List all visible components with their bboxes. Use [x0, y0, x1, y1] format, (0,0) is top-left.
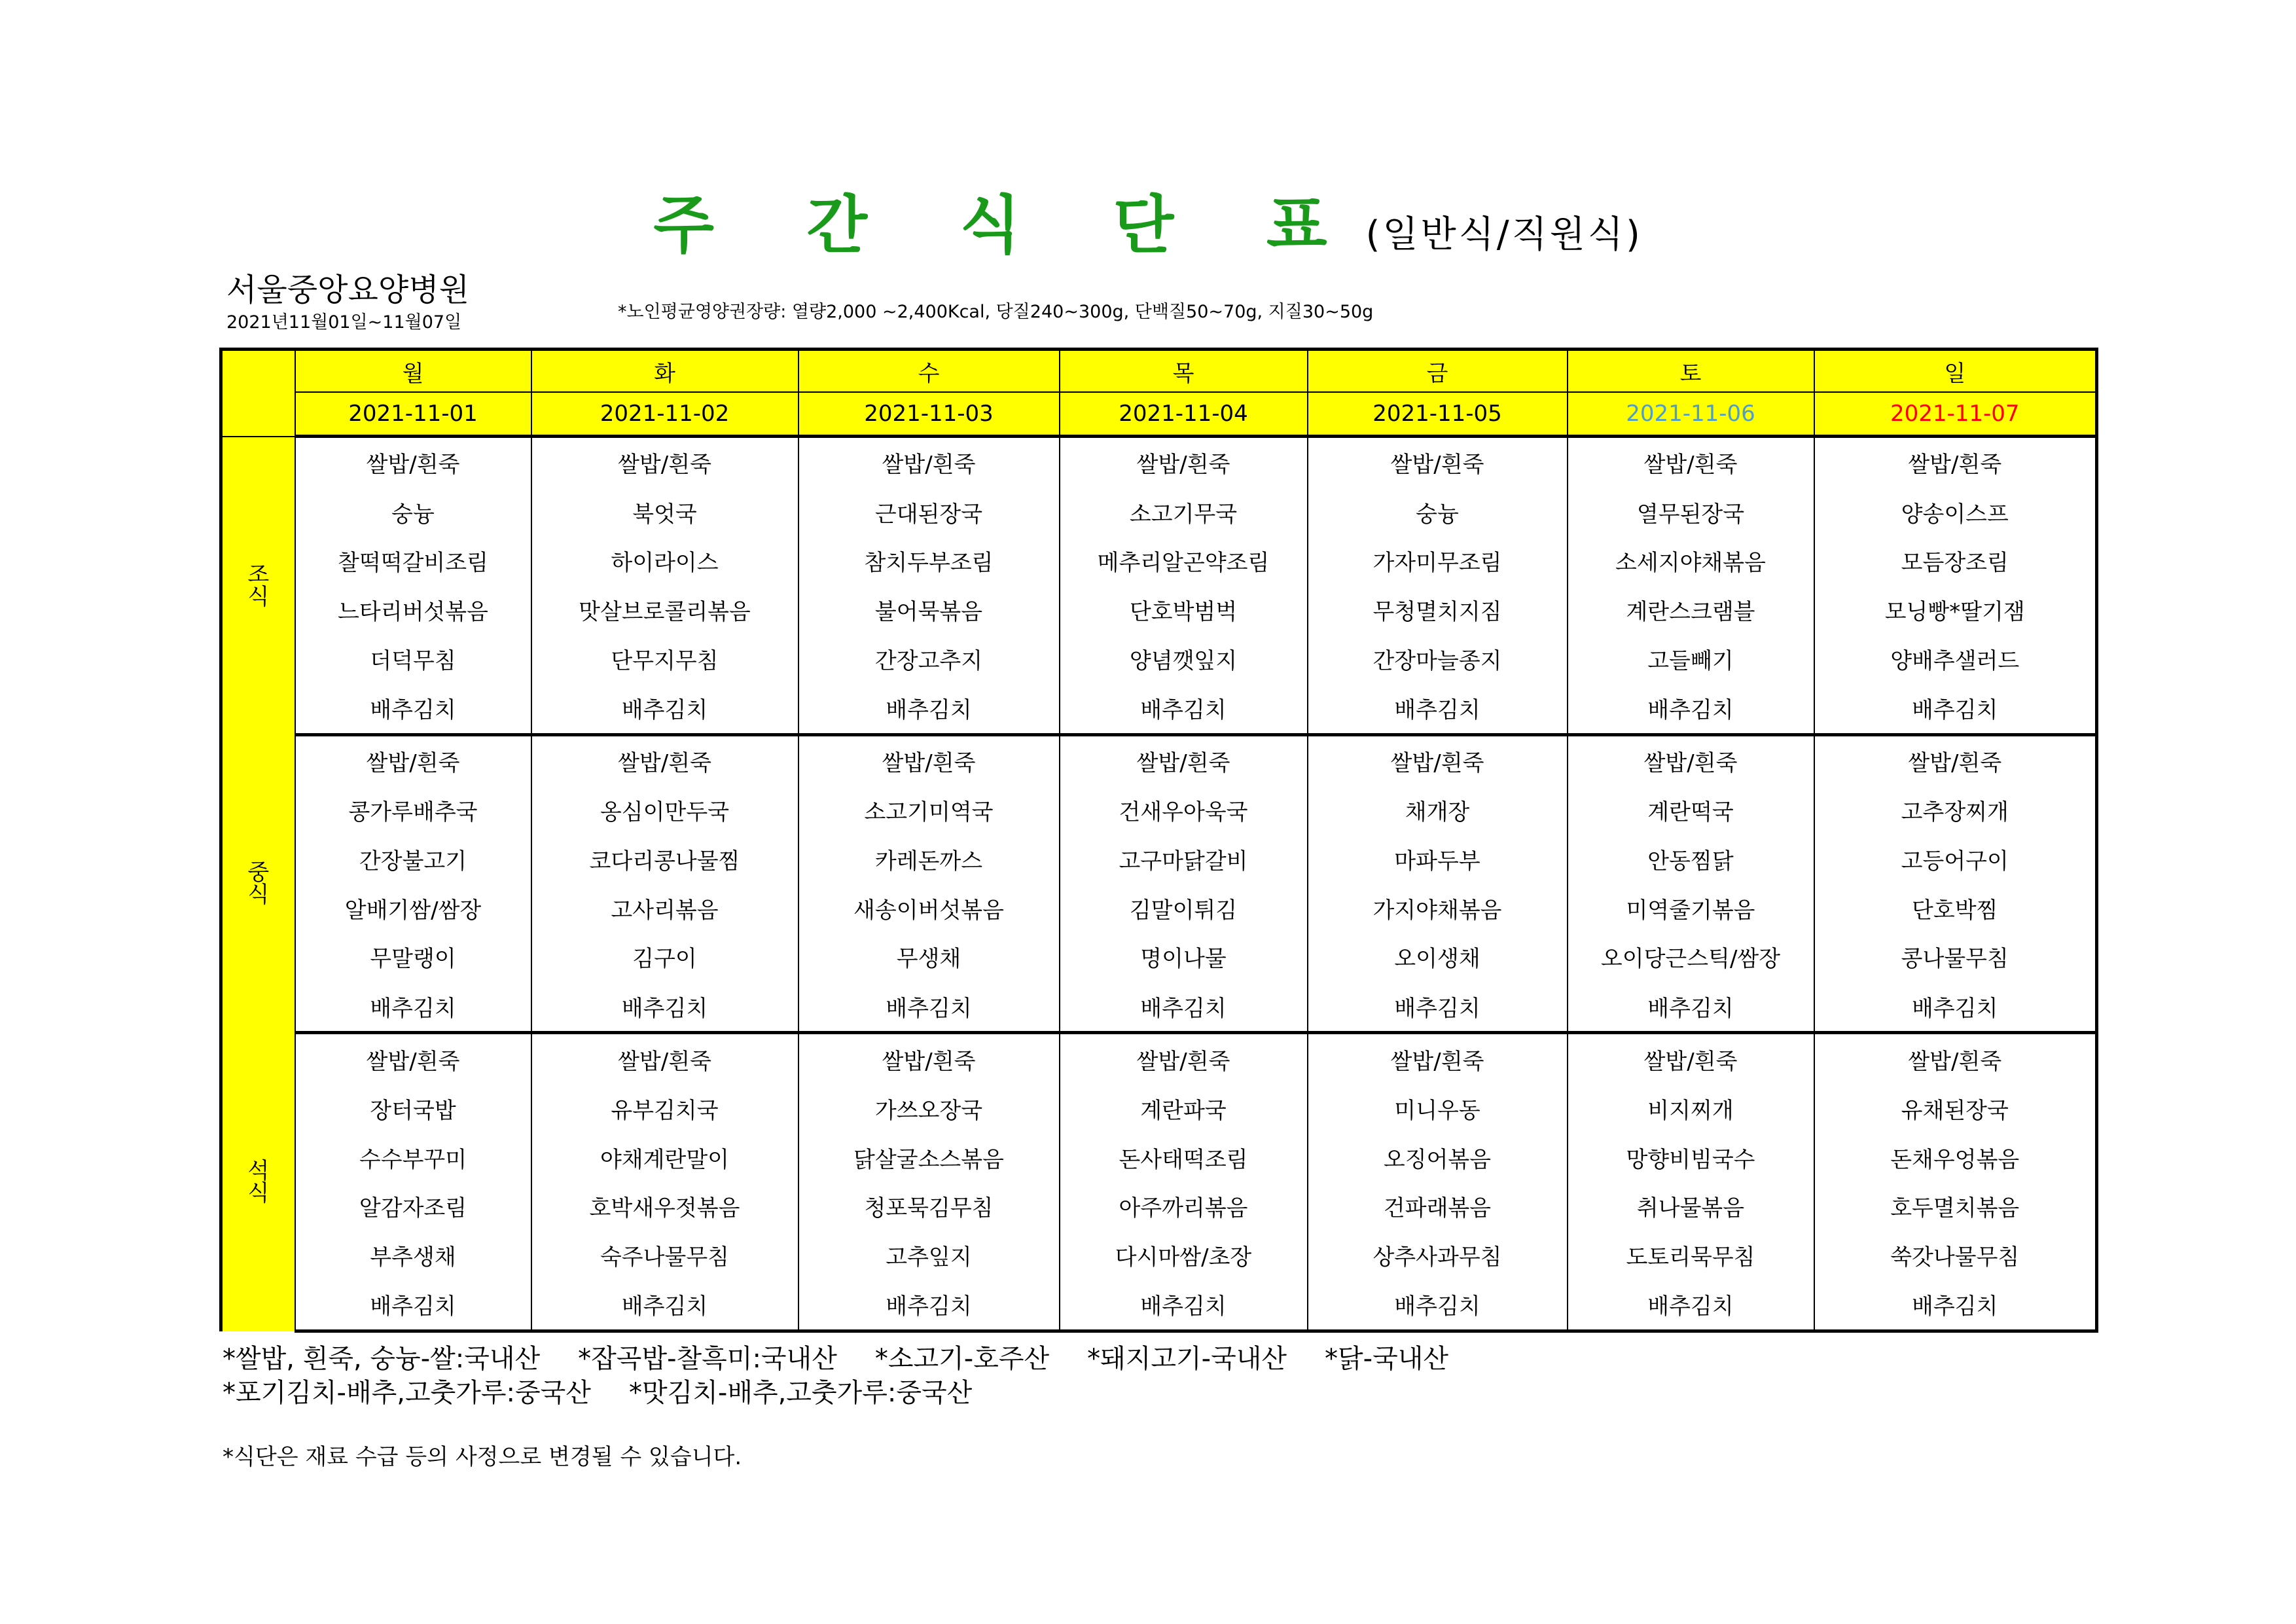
menu-item: 고구마닭갈비	[1060, 835, 1308, 884]
menu-item: 쌀밥/흰죽	[531, 437, 798, 488]
menu-item: 쌀밥/흰죽	[798, 437, 1060, 488]
menu-item: 쑥갓나물무침	[1814, 1231, 2097, 1280]
origin-note: *돼지고기-국내산	[1087, 1344, 1287, 1374]
menu-item: 배추김치	[531, 981, 798, 1032]
menu-item: 명이나물	[1060, 933, 1308, 982]
menu-item: 쌀밥/흰죽	[1308, 437, 1568, 488]
day-header: 수	[798, 350, 1060, 393]
menu-item: 건새우아욱국	[1060, 786, 1308, 835]
menu-period: 2021년11월01일~11월07일	[226, 312, 462, 333]
menu-item: 쌀밥/흰죽	[1568, 734, 1814, 785]
menu-item: 열무된장국	[1568, 488, 1814, 537]
menu-item: 모닝빵*딸기잼	[1814, 585, 2097, 634]
menu-item: 모듬장조림	[1814, 537, 2097, 586]
menu-row	[221, 1033, 2097, 1084]
day-header: 일	[1814, 350, 2097, 393]
menu-item: 상추사과무침	[1308, 1231, 1568, 1280]
menu-item: 청포묵김무침	[798, 1182, 1060, 1231]
menu-item: 쌀밥/흰죽	[1308, 734, 1568, 785]
date-header: 2021-11-01	[295, 392, 531, 437]
menu-row	[221, 1133, 2097, 1182]
date-header: 2021-11-03	[798, 392, 1060, 437]
title-main: 주 간 식 단 표	[653, 189, 1363, 262]
menu-item: 취나물볶음	[1568, 1182, 1814, 1231]
menu-item: 배추김치	[1814, 1280, 2097, 1331]
date-header: 2021-11-05	[1308, 392, 1568, 437]
menu-row	[221, 835, 2097, 884]
menu-item: 야채계란말이	[531, 1133, 798, 1182]
menu-row	[221, 683, 2097, 734]
menu-item: 배추김치	[295, 981, 531, 1032]
menu-item: 김구이	[531, 933, 798, 982]
menu-item: 고추장찌개	[1814, 786, 2097, 835]
menu-item: 배추김치	[1568, 683, 1814, 734]
menu-item: 배추김치	[1308, 981, 1568, 1032]
menu-item: 배추김치	[295, 1280, 531, 1331]
meal-label-cell	[221, 1033, 295, 1331]
day-header: 토	[1568, 350, 1814, 393]
menu-item: 배추김치	[531, 1280, 798, 1331]
menu-item: 쌀밥/흰죽	[1060, 734, 1308, 785]
origin-notes	[223, 1342, 1486, 1410]
menu-item: 건파래볶음	[1308, 1182, 1568, 1231]
meal-label-cell	[221, 734, 295, 1033]
menu-item: 돈채우엉볶음	[1814, 1133, 2097, 1182]
menu-item: 배추김치	[1060, 1280, 1308, 1331]
menu-item: 장터국밥	[295, 1084, 531, 1133]
menu-item: 쌀밥/흰죽	[1814, 437, 2097, 488]
menu-item: 무말랭이	[295, 933, 531, 982]
menu-item: 콩나물무침	[1814, 933, 2097, 982]
date-header: 2021-11-04	[1060, 392, 1308, 437]
menu-item: 미니우동	[1308, 1084, 1568, 1133]
day-header: 목	[1060, 350, 1308, 393]
menu-item: 배추김치	[1308, 1280, 1568, 1331]
menu-item: 계란파국	[1060, 1084, 1308, 1133]
menu-item: 가자미무조림	[1308, 537, 1568, 586]
menu-item: 도토리묵무침	[1568, 1231, 1814, 1280]
menu-item: 오이당근스틱/쌈장	[1568, 933, 1814, 982]
menu-item: 배추김치	[1814, 683, 2097, 734]
menu-item: 숭늉	[295, 488, 531, 537]
menu-row	[221, 634, 2097, 683]
menu-item: 느타리버섯볶음	[295, 585, 531, 634]
menu-item: 오이생채	[1308, 933, 1568, 982]
menu-item: 계란스크램블	[1568, 585, 1814, 634]
menu-item: 쌀밥/흰죽	[1568, 1033, 1814, 1084]
date-header-row	[221, 392, 2097, 437]
menu-row	[221, 488, 2097, 537]
menu-item: 간장불고기	[295, 835, 531, 884]
menu-item: 채개장	[1308, 786, 1568, 835]
menu-item: 배추김치	[1568, 1280, 1814, 1331]
menu-item: 고들빼기	[1568, 634, 1814, 683]
menu-item: 수수부꾸미	[295, 1133, 531, 1182]
menu-item: 더덕무침	[295, 634, 531, 683]
menu-item: 무청멸치지짐	[1308, 585, 1568, 634]
menu-item: 옹심이만두국	[531, 786, 798, 835]
menu-item: 양배추샐러드	[1814, 634, 2097, 683]
menu-item: 다시마쌈/초장	[1060, 1231, 1308, 1280]
menu-item: 쌀밥/흰죽	[531, 734, 798, 785]
menu-item: 오징어볶음	[1308, 1133, 1568, 1182]
day-header-row	[221, 350, 2097, 393]
menu-item: 쌀밥/흰죽	[798, 734, 1060, 785]
menu-item: 양송이스프	[1814, 488, 2097, 537]
menu-item: 쌀밥/흰죽	[531, 1033, 798, 1084]
menu-item: 간장고추지	[798, 634, 1060, 683]
menu-item: 고등어구이	[1814, 835, 2097, 884]
menu-item: 쌀밥/흰죽	[1814, 1033, 2097, 1084]
nutrition-note: *노인평균영양권장량: 열량2,000 ~2,400Kcal, 당질240~300g, 단백질50~70g, 지질30~50g	[618, 302, 1374, 322]
menu-item: 쌀밥/흰죽	[295, 1033, 531, 1084]
menu-item: 양념깻잎지	[1060, 634, 1308, 683]
meal-label: 조 식	[247, 561, 270, 610]
menu-item: 닭살굴소스볶음	[798, 1133, 1060, 1182]
menu-item: 유부김치국	[531, 1084, 798, 1133]
origin-note: *맛김치-배추,고춧가루:중국산	[628, 1378, 973, 1408]
menu-item: 계란떡국	[1568, 786, 1814, 835]
menu-row	[221, 537, 2097, 586]
origin-notes-line1	[223, 1342, 1486, 1376]
day-header: 화	[531, 350, 798, 393]
date-header: 2021-11-07	[1814, 392, 2097, 437]
menu-item: 쌀밥/흰죽	[1568, 437, 1814, 488]
meal-label: 석 식	[247, 1157, 270, 1206]
menu-row	[221, 585, 2097, 634]
menu-item: 돈사태떡조림	[1060, 1133, 1308, 1182]
menu-row	[221, 1280, 2097, 1331]
menu-item: 알배기쌈/쌈장	[295, 884, 531, 933]
meal-label-cell	[221, 437, 295, 735]
menu-item: 아주까리볶음	[1060, 1182, 1308, 1231]
footer-note: *식단은 재료 수급 등의 사정으로 변경될 수 있습니다.	[223, 1444, 742, 1470]
menu-item: 코다리콩나물찜	[531, 835, 798, 884]
origin-note: *쌀밥, 흰죽, 숭늉-쌀:국내산	[223, 1344, 541, 1374]
menu-item: 쌀밥/흰죽	[295, 734, 531, 785]
menu-row	[221, 1231, 2097, 1280]
menu-item: 쌀밥/흰죽	[798, 1033, 1060, 1084]
menu-item: 쌀밥/흰죽	[1060, 1033, 1308, 1084]
menu-item: 쌀밥/흰죽	[295, 437, 531, 488]
menu-item: 김말이튀김	[1060, 884, 1308, 933]
menu-item: 참치두부조림	[798, 537, 1060, 586]
menu-item: 새송이버섯볶음	[798, 884, 1060, 933]
hospital-name: 서울중앙요양병원	[226, 272, 469, 308]
menu-item: 배추김치	[798, 1280, 1060, 1331]
origin-note: *닭-국내산	[1325, 1344, 1449, 1374]
menu-item: 배추김치	[798, 981, 1060, 1032]
origin-notes-line2	[223, 1376, 1486, 1410]
menu-item: 소고기무국	[1060, 488, 1308, 537]
menu-item: 부추생채	[295, 1231, 531, 1280]
menu-item: 하이라이스	[531, 537, 798, 586]
menu-row	[221, 981, 2097, 1032]
header-corner	[221, 350, 295, 437]
menu-item: 가쓰오장국	[798, 1084, 1060, 1133]
menu-item: 고추잎지	[798, 1231, 1060, 1280]
page-title	[0, 175, 2296, 265]
day-header: 금	[1308, 350, 1568, 393]
menu-item: 비지찌개	[1568, 1084, 1814, 1133]
menu-item: 무생채	[798, 933, 1060, 982]
menu-item: 호두멸치볶음	[1814, 1182, 2097, 1231]
menu-row	[221, 786, 2097, 835]
menu-item: 북엇국	[531, 488, 798, 537]
origin-note: *포기김치-배추,고춧가루:중국산	[223, 1378, 591, 1408]
menu-item: 유채된장국	[1814, 1084, 2097, 1133]
menu-item: 쌀밥/흰죽	[1060, 437, 1308, 488]
weekly-menu-table	[219, 348, 2098, 1333]
menu-item: 단무지무침	[531, 634, 798, 683]
title-subtitle: (일반식/직원식)	[1365, 213, 1643, 256]
menu-row	[221, 734, 2097, 785]
menu-item: 배추김치	[1060, 981, 1308, 1032]
meal-label: 중 식	[247, 859, 270, 908]
menu-item: 숭늉	[1308, 488, 1568, 537]
menu-item: 근대된장국	[798, 488, 1060, 537]
menu-row	[221, 933, 2097, 982]
menu-item: 맛살브로콜리볶음	[531, 585, 798, 634]
menu-item: 메추리알곤약조림	[1060, 537, 1308, 586]
menu-item: 배추김치	[1060, 683, 1308, 734]
menu-item: 안동찜닭	[1568, 835, 1814, 884]
menu-row	[221, 1084, 2097, 1133]
menu-item: 배추김치	[295, 683, 531, 734]
menu-item: 망향비빔국수	[1568, 1133, 1814, 1182]
menu-item: 콩가루배추국	[295, 786, 531, 835]
menu-item: 찰떡떡갈비조림	[295, 537, 531, 586]
menu-item: 가지야채볶음	[1308, 884, 1568, 933]
menu-item: 마파두부	[1308, 835, 1568, 884]
menu-row	[221, 437, 2097, 488]
menu-item: 배추김치	[1568, 981, 1814, 1032]
menu-item: 단호박범벅	[1060, 585, 1308, 634]
date-header: 2021-11-02	[531, 392, 798, 437]
menu-row	[221, 884, 2097, 933]
menu-item: 고사리볶음	[531, 884, 798, 933]
menu-item: 배추김치	[531, 683, 798, 734]
menu-item: 단호박찜	[1814, 884, 2097, 933]
menu-item: 간장마늘종지	[1308, 634, 1568, 683]
day-header: 월	[295, 350, 531, 393]
menu-item: 알감자조림	[295, 1182, 531, 1231]
menu-item: 쌀밥/흰죽	[1308, 1033, 1568, 1084]
date-header: 2021-11-06	[1568, 392, 1814, 437]
menu-item: 배추김치	[798, 683, 1060, 734]
menu-item: 호박새우젓볶음	[531, 1182, 798, 1231]
menu-item: 숙주나물무침	[531, 1231, 798, 1280]
origin-note: *잡곡밥-찰흑미:국내산	[578, 1344, 837, 1374]
menu-item: 배추김치	[1308, 683, 1568, 734]
menu-item: 카레돈까스	[798, 835, 1060, 884]
menu-item: 소세지야채볶음	[1568, 537, 1814, 586]
menu-item: 소고기미역국	[798, 786, 1060, 835]
menu-item: 불어묵볶음	[798, 585, 1060, 634]
menu-item: 미역줄기볶음	[1568, 884, 1814, 933]
menu-row	[221, 1182, 2097, 1231]
menu-item: 배추김치	[1814, 981, 2097, 1032]
origin-note: *소고기-호주산	[874, 1344, 1050, 1374]
menu-item: 쌀밥/흰죽	[1814, 734, 2097, 785]
